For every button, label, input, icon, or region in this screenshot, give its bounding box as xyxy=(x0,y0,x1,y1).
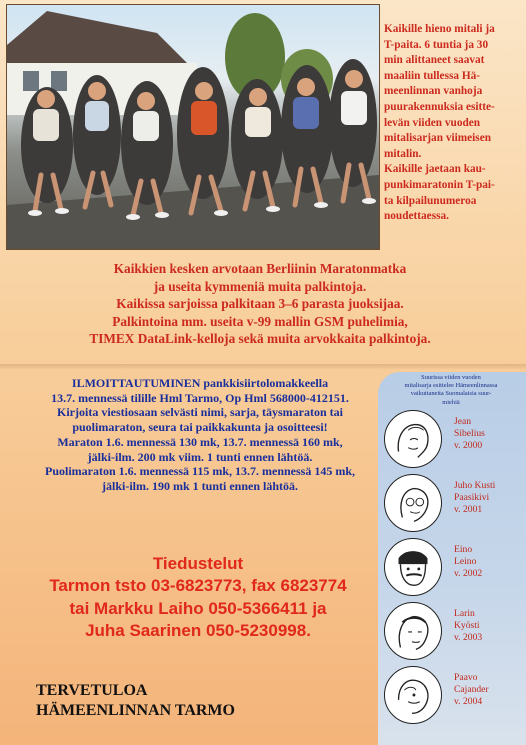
fold-line xyxy=(0,364,526,370)
cajander-portrait-icon xyxy=(384,666,442,724)
registration-info-text: ILMOITTAUTUMINEN pankkisiirtolomakkeella 13.7. mennessä tilille Hml Tarmo, Op Hml 568000-412151. Kirjoita viestiosaan selvästi nimi, sarja, täysmaraton tai puolimaraton, seura tai paikkakunta ja osoitteesi! Maraton 1.6. mennessä 130 mk, 13.7. mennessä 160 mk, jälki-ilm. 200 mk viim. 1 tunti ennen lähtöä. Puolimaraton 1.6. mennessä 115 mk, 13.7. mennessä 145 mk, jälki-ilm. 190 mk 1 tunti ennen lähtöä. xyxy=(44,376,355,493)
welcome-signature: TERVETULOA HÄMEENLINNAN TARMO xyxy=(36,682,235,719)
prize-info-text: Kaikkien kesken arvotaan Berliinin Maratonmatka ja useita kymmeniä muita palkintoja. Kaikissa sarjoissa palkitaan 3–6 parasta juoksijaa. Palkintoina mm. useita v-99 mallin GSM puhelimia, TIMEX DataLink-kelloja sekä muita arvokkaita palkintoja. xyxy=(89,261,431,347)
kyosti-portrait-icon xyxy=(384,602,442,660)
medal-row xyxy=(378,474,526,534)
leino-portrait-icon xyxy=(384,538,442,596)
medal-label: Larin Kyösti v. 2003 xyxy=(454,608,483,644)
medal-row xyxy=(378,410,526,470)
medal-row xyxy=(378,602,526,662)
medal-series-panel xyxy=(378,372,526,745)
medal-row xyxy=(378,538,526,598)
medal-label: Jean Sibelius v. 2000 xyxy=(454,416,485,452)
medal-info-text: Kaikille hieno mitali ja T-paita. 6 tuntia ja 30 min alittaneet saavat maaliin tullessa Hä- meenlinnan vanhoja puurakennuksia esitte- levän viiden vuoden mitalisarjan viimeisen mitalin. Kaikille jaetaan kau- punkimaratonin T-pai- ta kilpailunumeroa noudettaessa. xyxy=(384,23,495,223)
runners-photo-illustration xyxy=(7,5,379,249)
inquiry-contact-text: Tiedustelut Tarmon tsto 03-6823773, fax 6823774 tai Markku Laiho 050-5366411 ja Juha Saarinen 050-5230998. xyxy=(49,554,347,641)
marathon-start-photo xyxy=(6,4,380,250)
paasikivi-portrait-icon xyxy=(384,474,442,532)
sibelius-portrait-icon xyxy=(384,410,442,468)
medal-label: Paavo Cajander v. 2004 xyxy=(454,672,489,708)
medal-series-caption: Suurissa viiden vuoden mitalisarja esittelee Hämeenlinnassa vaikuttaneita Suomalaisia suur- miehiä xyxy=(404,374,498,406)
medal-row xyxy=(378,666,526,726)
medal-label: Eino Leino v. 2002 xyxy=(454,544,483,580)
medal-label: Juho Kusti Paasikivi v. 2001 xyxy=(454,480,496,516)
